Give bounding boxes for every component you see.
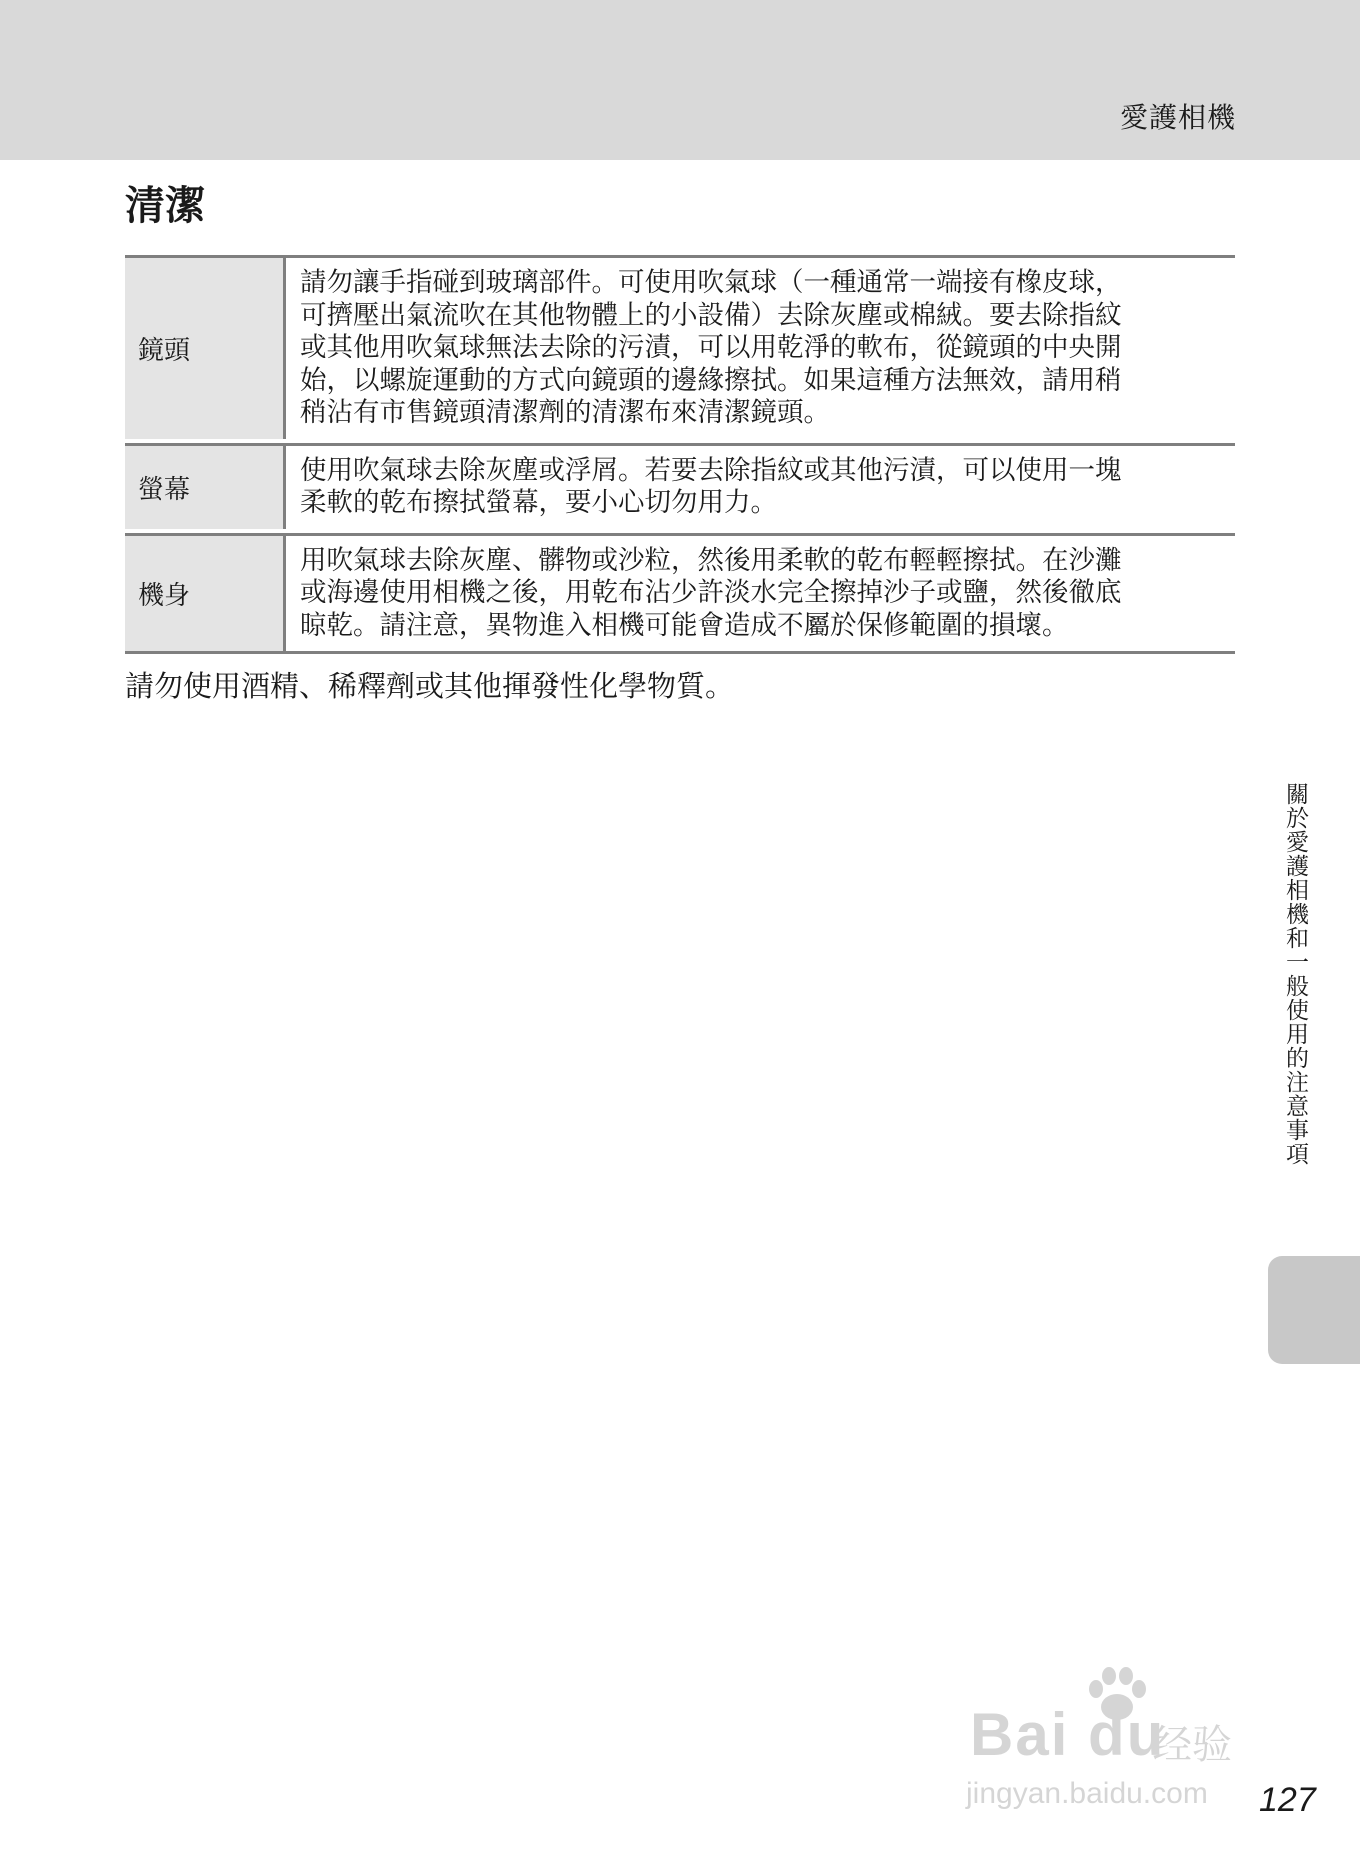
table-row-lens xyxy=(125,257,1235,439)
caution-note: 請勿使用酒精、稀釋劑或其他揮發性化學物質。 xyxy=(125,669,735,703)
desc-line: 或其他用吹氣球無法去除的污漬，可以用乾淨的軟布，從鏡頭的中央開 xyxy=(300,332,1122,363)
desc-line: 可擠壓出氣流吹在其他物體上的小設備）去除灰塵或棉絨。要去除指紋 xyxy=(300,299,1122,331)
watermark xyxy=(962,1665,1272,1815)
watermark-cn: 经验 xyxy=(1152,1722,1232,1768)
desc-line: 稍沾有市售鏡頭清潔劑的清潔布來清潔鏡頭。 xyxy=(300,397,830,428)
desc-line: 用吹氣球去除灰塵、髒物或沙粒，然後用柔軟的乾布輕輕擦拭。在沙灘 xyxy=(300,544,1122,576)
row-description xyxy=(285,444,1236,529)
chapter-tab xyxy=(1268,1256,1360,1364)
running-header: 愛護相機 xyxy=(1119,101,1236,134)
row-description xyxy=(285,257,1236,439)
section-title: 清潔 xyxy=(125,183,205,229)
desc-line: 或海邊使用相機之後，用乾布沾少許淡水完全擦掉沙子或鹽，然後徹底 xyxy=(300,577,1122,608)
desc-line: 晾乾。請注意，異物進入相機可能會造成不屬於保修範圍的損壞。 xyxy=(300,609,1069,641)
table-row-screen xyxy=(125,444,1235,529)
chapter-side-label: 關於愛護相機和一般使用的注意事項 xyxy=(1282,782,1308,1166)
desc-line: 請勿讓手指碰到玻璃部件。可使用吹氣球（一種通常一端接有橡皮球， xyxy=(300,267,1122,298)
row-item-label: 螢幕 xyxy=(125,444,285,529)
row-item-label: 機身 xyxy=(125,534,285,653)
row-item-label: 鏡頭 xyxy=(125,257,285,439)
table-row-body xyxy=(125,534,1235,653)
cleaning-table xyxy=(125,255,1235,654)
desc-line: 始，以螺旋運動的方式向鏡頭的邊緣擦拭。如果這種方法無效，請用稍 xyxy=(300,364,1122,396)
desc-line: 柔軟的乾布擦拭螢幕，要小心切勿用力。 xyxy=(300,487,777,518)
page-number: 127 xyxy=(1259,1781,1316,1819)
watermark-brand: Bai du xyxy=(970,1701,1166,1768)
desc-line: 使用吹氣球去除灰塵或浮屑。若要去除指紋或其他污漬，可以使用一塊 xyxy=(300,454,1122,486)
row-description xyxy=(285,534,1236,653)
watermark-url: jingyan.baidu.com xyxy=(966,1777,1208,1810)
